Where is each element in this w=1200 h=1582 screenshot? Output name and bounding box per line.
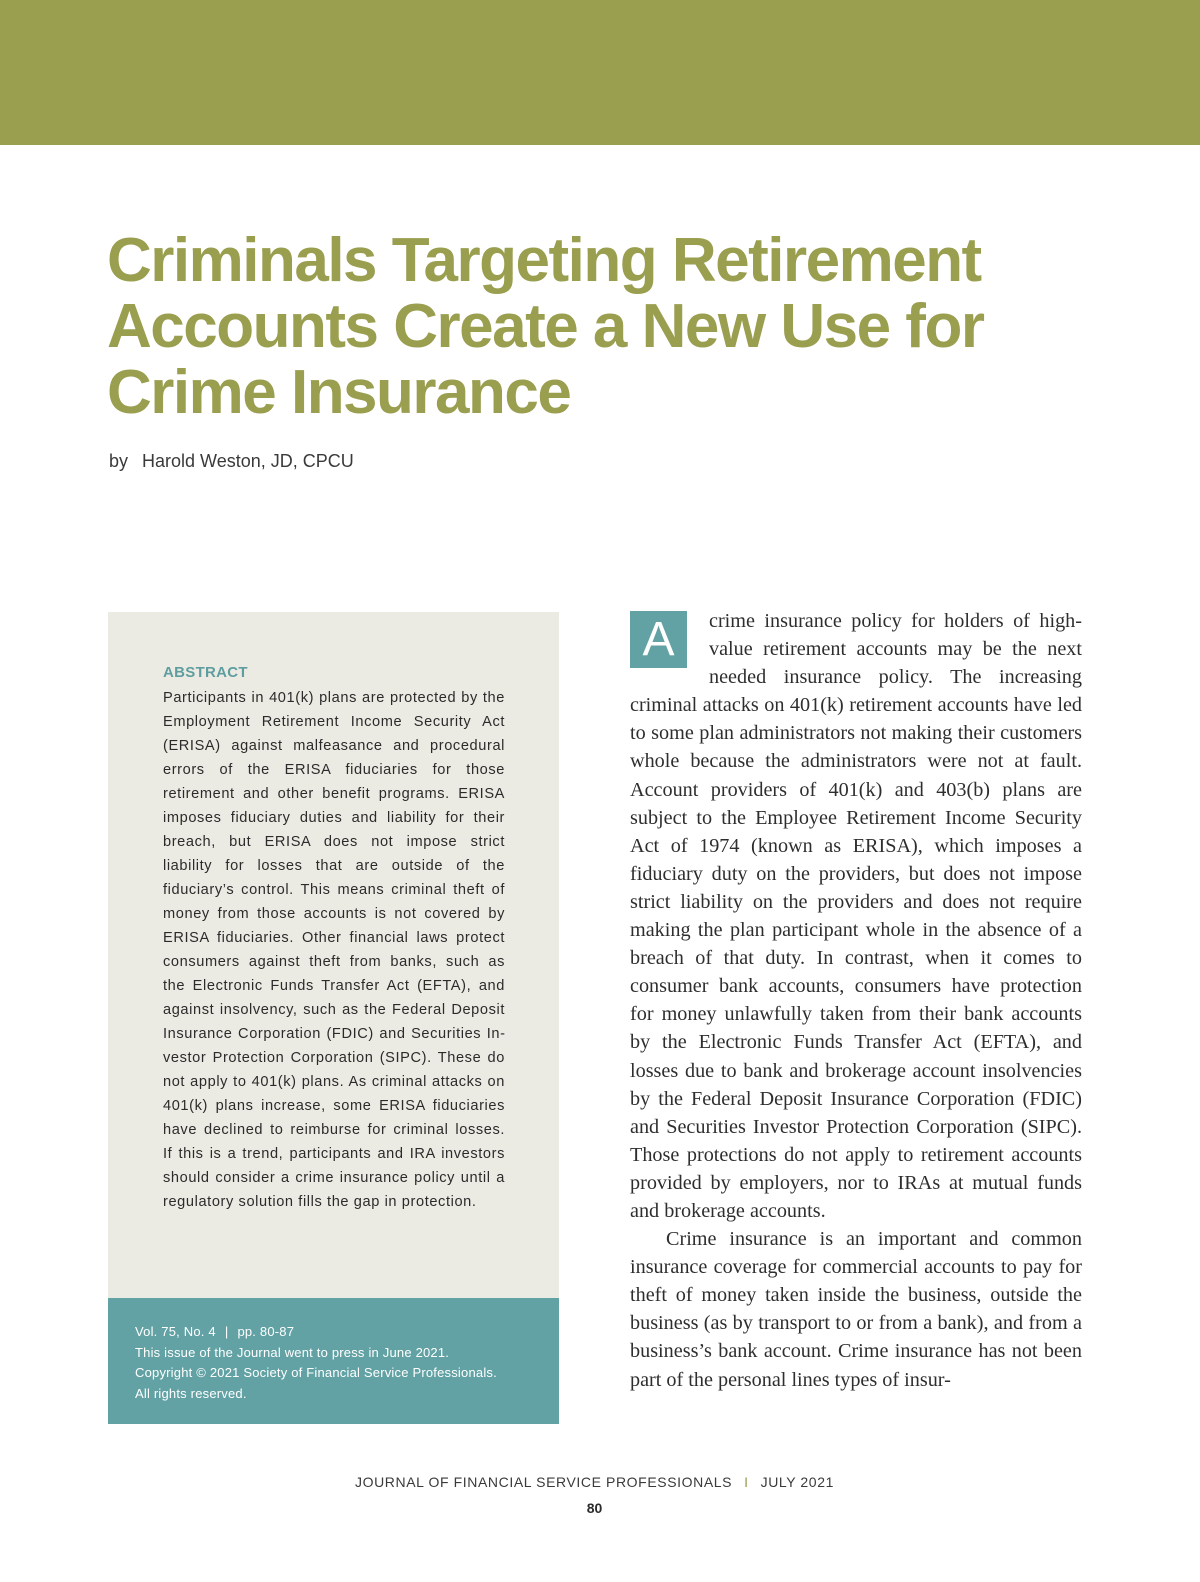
page-range: pp. 80-87: [237, 1324, 295, 1339]
page-number: 80: [586, 1500, 603, 1516]
press-note: This issue of the Journal went to press in June 2021.: [135, 1344, 450, 1360]
article-body: [630, 607, 1082, 1394]
drop-cap: A: [630, 611, 687, 668]
journal-name: JOURNAL OF FINANCIAL SERVICE PROFESSIONALS: [355, 1474, 733, 1490]
volume-number: Vol. 75, No. 4: [135, 1324, 216, 1339]
body-paragraph-1-text: crime insurance policy for holders of high-value retirement accounts may be the next needed insurance policy. The increasing criminal attacks on 401(k) retirement accounts have led to some plan administrators not making their customers whole because the administrators were not at fault. Account providers of 401(k) and 403(b) plans are subject to the Employee Retirement Income Security Act of 1974 (known as ERISA), which imposes a fiduciary duty on the providers, but does not impose strict liability on the providers and does not require making the plan participant whole in the absence of a breach of that duty. In contrast, when it comes to consumer bank accounts, consumers have protection for money unlawfully taken from their bank accounts by the Electronic Funds Transfer Act (EFTA), and losses due to bank and brokerage account insolvencies by the Federal Deposit Insurance Corporation (FDIC) and Securities Investor Protection Corporation (SIPC). Those protections do not apply to retirement accounts provided by employers, nor to IRAs at mutual funds and brokerage accounts.: [630, 610, 1082, 1222]
byline-prefix: by: [109, 451, 129, 471]
page-footer: [0, 1474, 1189, 1490]
body-paragraph-1: [630, 607, 1082, 1225]
byline: [109, 451, 354, 472]
header-color-band: [0, 0, 1200, 145]
volume-separator: |: [224, 1324, 229, 1339]
body-paragraph-2: Crime insurance is an important and common insurance coverage for commercial accounts to pay for theft of money taken inside the business, outside the business (as by transport to or from a bank), and from a business’s bank account. Crime insurance has not been part of the personal lines types of insur-: [630, 1228, 1082, 1391]
footer-separator: I: [744, 1474, 749, 1490]
abstract-panel: [108, 612, 559, 1298]
volume-line: [135, 1322, 545, 1343]
abstract-text: Participants in 401(k) plans are protected by the Employment Retirement Income Security Act (ERISA) against malfeasance and procedural errors of the ERISA fiduciaries for those retirement and other benefit programs. ERISA imposes fiduciary duties and liability for their breach, but ERISA does not impose strict liability for losses that are outside of the fiduciary’s control. This means criminal theft of money from those accounts is not covered by ERISA fiduciaries. Other financial laws protect consumers against theft from banks, such as the Electronic Funds Transfer Act (EFTA), and against insolvency, such as the Federal Deposit Insurance Corporation (FDIC) and Securities Investor Protection Corporation (SIPC). These do not apply to 401(k) plans. As criminal attacks on 401(k) plans increase, some ERISA fiduciaries have declined to reimburse for criminal losses. If this is a trend, participants and IRA investors should consider a crime insurance policy until a regulatory solution fills the gap in protection.: [163, 690, 505, 1210]
rights-line: All rights reserved.: [135, 1385, 247, 1401]
copyright-line: Copyright © 2021 Society of Financial Service Professionals.: [135, 1365, 497, 1380]
author-name: Harold Weston, JD, CPCU: [142, 451, 354, 471]
publication-info-panel: [108, 1298, 559, 1424]
issue-date: JULY 2021: [760, 1474, 834, 1490]
abstract-heading: ABSTRACT: [163, 664, 248, 681]
article-title: Criminals Targeting Retirement Accounts Create a New Use for Crime Insurance: [107, 226, 984, 427]
